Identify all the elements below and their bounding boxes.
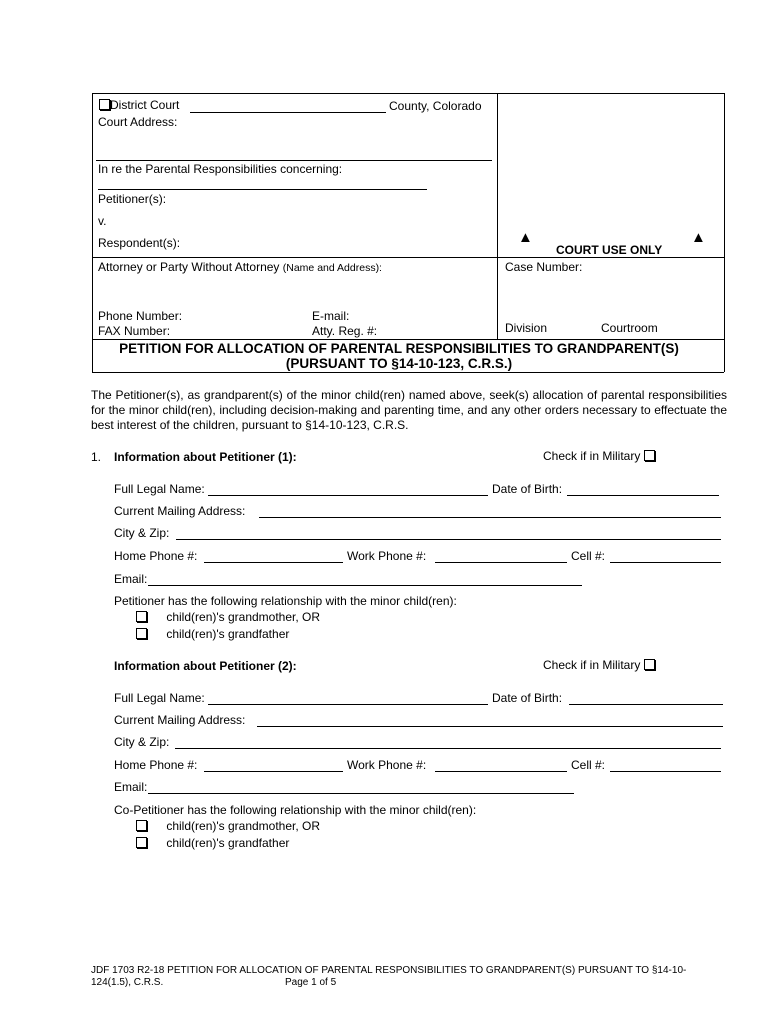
section2-city-zip-label: City & Zip:	[114, 735, 170, 749]
case-number-label: Case Number:	[505, 260, 583, 274]
court-use-only-label: COURT USE ONLY	[556, 243, 663, 257]
caption-left-border	[92, 93, 93, 372]
section1-grandmother-label: child(ren)'s grandmother, OR	[166, 610, 321, 624]
courtroom-label: Courtroom	[601, 321, 658, 335]
caption-row-divider-2	[92, 339, 724, 340]
section1-number: 1.	[91, 450, 102, 464]
intro-paragraph: The Petitioner(s), as grandparent(s) of the minor child(ren) named above, seek(s) allocation of parental responsibilities for the minor child(ren), including decision-making and parenting time, and any other orders necessary to effectuate the best interest of the children, pursuant to §14-10-123, C.R.S.	[91, 388, 727, 432]
section2-option-grandfather	[136, 836, 289, 850]
section2-full-name-field[interactable]	[208, 704, 488, 705]
fax-number-label: FAX Number:	[98, 324, 171, 338]
section1-email-label: Email:	[114, 572, 148, 586]
section1-mailing-field[interactable]	[259, 517, 721, 518]
section2-home-phone-field[interactable]	[204, 771, 343, 772]
caption-bottom-border	[92, 372, 724, 373]
district-court-checkbox[interactable]	[99, 99, 110, 110]
section2-grandmother-label: child(ren)'s grandmother, OR	[166, 819, 321, 833]
section2-dob-label: Date of Birth:	[492, 691, 563, 705]
caption-top-border	[92, 93, 724, 94]
up-triangle-left-icon: ▲	[518, 229, 533, 246]
footer-page-number: Page 1 of 5	[285, 977, 337, 988]
form-title-line-2: (PURSUANT TO §14-10-123, C.R.S.)	[285, 356, 513, 371]
section1-cell-label: Cell #:	[571, 549, 606, 563]
section1-home-phone-label: Home Phone #:	[114, 549, 198, 563]
section1-home-phone-field[interactable]	[204, 562, 343, 563]
section2-work-phone-label: Work Phone #:	[347, 758, 427, 772]
section2-grandfather-checkbox[interactable]	[136, 837, 147, 848]
section1-city-zip-field[interactable]	[176, 539, 721, 540]
caption-middle-divider	[497, 93, 498, 339]
section1-full-name-label: Full Legal Name:	[114, 482, 205, 496]
section1-full-name-field[interactable]	[208, 495, 488, 496]
in-re-label: In re the Parental Responsibilities concerning:	[98, 162, 343, 176]
footer-line-1: JDF 1703 R2-18 PETITION FOR ALLOCATION OF PARENTAL RESPONSIBILITIES TO GRANDPARENT(S) PURSUANT TO §14-10-	[91, 965, 687, 976]
section2-home-phone-label: Home Phone #:	[114, 758, 198, 772]
section2-dob-field[interactable]	[569, 704, 723, 705]
attorney-line	[98, 260, 382, 274]
county-label: County, Colorado	[389, 99, 482, 113]
section1-military-checkbox[interactable]	[644, 450, 655, 461]
section2-option-grandmother	[136, 819, 320, 833]
footer-line-2: 124(1.5), C.R.S.	[91, 977, 164, 988]
section1-work-phone-field[interactable]	[435, 562, 567, 563]
section2-relationship-label: Co-Petitioner has the following relationship with the minor child(ren):	[114, 803, 477, 817]
division-label: Division	[505, 321, 548, 335]
section1-city-zip-label: City & Zip:	[114, 526, 170, 540]
section1-grandfather-checkbox[interactable]	[136, 628, 147, 639]
section1-military-label: Check if in Military	[543, 449, 641, 463]
section1-work-phone-label: Work Phone #:	[347, 549, 427, 563]
section2-military-checkbox[interactable]	[644, 659, 655, 670]
section1-email-field[interactable]	[148, 585, 582, 586]
section2-grandfather-label: child(ren)'s grandfather	[166, 836, 290, 850]
section2-email-field[interactable]	[148, 793, 574, 794]
section1-military	[543, 449, 655, 463]
section1-grandmother-checkbox[interactable]	[136, 611, 147, 622]
section1-relationship-label: Petitioner has the following relationship with the minor child(ren):	[114, 594, 457, 608]
section2-work-phone-field[interactable]	[435, 771, 567, 772]
section2-mailing-field[interactable]	[257, 726, 723, 727]
petitioners-label: Petitioner(s):	[98, 192, 167, 206]
in-re-field-line[interactable]	[98, 189, 427, 190]
section2-military	[543, 658, 655, 672]
court-address-label: Court Address:	[98, 115, 178, 129]
section2-city-zip-field[interactable]	[175, 748, 721, 749]
section1-grandfather-label: child(ren)'s grandfather	[166, 627, 290, 641]
section1-option-grandfather	[136, 627, 289, 641]
court-address-underline[interactable]	[96, 160, 492, 161]
district-court-line	[99, 98, 179, 112]
attorney-email-label: E-mail:	[312, 309, 350, 323]
county-field-line[interactable]	[190, 112, 386, 113]
section2-grandmother-checkbox[interactable]	[136, 820, 147, 831]
section1-dob-label: Date of Birth:	[492, 482, 563, 496]
section2-mailing-label: Current Mailing Address:	[114, 713, 246, 727]
section2-cell-field[interactable]	[610, 771, 721, 772]
attorney-sublabel: (Name and Address):	[282, 262, 382, 274]
district-court-label: District Court	[110, 98, 180, 112]
phone-number-label: Phone Number:	[98, 309, 183, 323]
form-title-line-1: PETITION FOR ALLOCATION OF PARENTAL RESPONSIBILITIES TO GRANDPARENT(S)	[119, 341, 679, 356]
v-label: v.	[98, 214, 107, 228]
section1-heading: Information about Petitioner (1):	[114, 450, 297, 464]
section2-cell-label: Cell #:	[571, 758, 606, 772]
attorney-label: Attorney or Party Without Attorney	[98, 260, 280, 274]
section1-cell-field[interactable]	[610, 562, 721, 563]
respondents-label: Respondent(s):	[98, 236, 181, 250]
caption-row-divider-1	[92, 257, 724, 258]
atty-reg-label: Atty. Reg. #:	[312, 324, 378, 338]
section2-email-label: Email:	[114, 780, 148, 794]
up-triangle-right-icon: ▲	[691, 229, 706, 246]
section2-heading: Information about Petitioner (2):	[114, 659, 297, 673]
section1-option-grandmother	[136, 610, 320, 624]
section2-military-label: Check if in Military	[543, 658, 641, 672]
caption-right-border	[724, 93, 725, 372]
section2-full-name-label: Full Legal Name:	[114, 691, 205, 705]
section1-dob-field[interactable]	[567, 495, 719, 496]
section1-mailing-label: Current Mailing Address:	[114, 504, 246, 518]
